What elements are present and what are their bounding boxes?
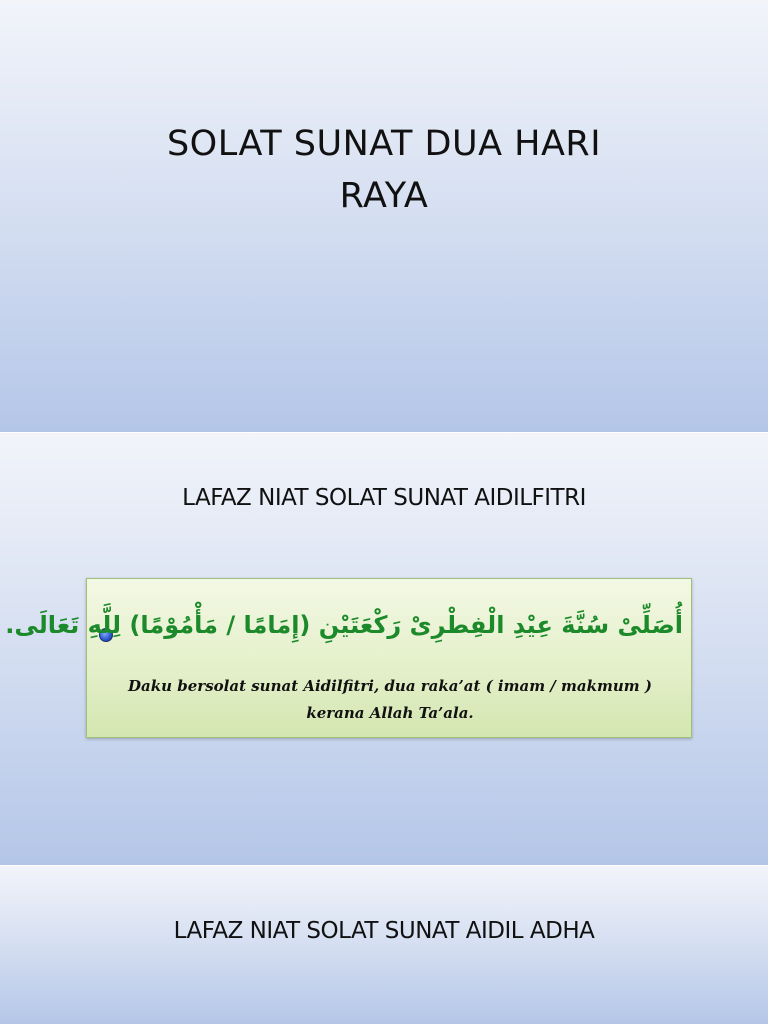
slide-niat-aidilfitri — [0, 433, 768, 865]
translation-line-1: Daku bersolat sunat Aidilfitri, dua raka’at ( imam / makmum ) — [128, 677, 652, 695]
slide-title — [0, 0, 768, 432]
presentation-title — [84, 118, 684, 222]
translation-line-2: kerana Allah Ta’ala. — [306, 704, 474, 722]
niat-translation — [107, 673, 673, 727]
niat-card — [5, 578, 692, 738]
slide-heading: LAFAZ NIAT SOLAT SUNAT AIDILFITRI — [182, 485, 586, 511]
slide-heading: LAFAZ NIAT SOLAT SUNAT AIDIL ADHA — [173, 918, 595, 944]
title-line-1: SOLAT SUNAT DUA HARI — [166, 124, 602, 164]
title-line-2: RAYA — [339, 176, 429, 216]
arabic-niat-text: أُصَلِّىْ سُنَّةَ عِيْدِ الْفِطْرِىْ رَكْعَتَيْنِ (إِمَامًا / مَأْمُوْمًا) لِلَّهِ تَعَالَى. — [5, 611, 683, 639]
slide-niat-aidil-adha — [0, 866, 768, 1024]
